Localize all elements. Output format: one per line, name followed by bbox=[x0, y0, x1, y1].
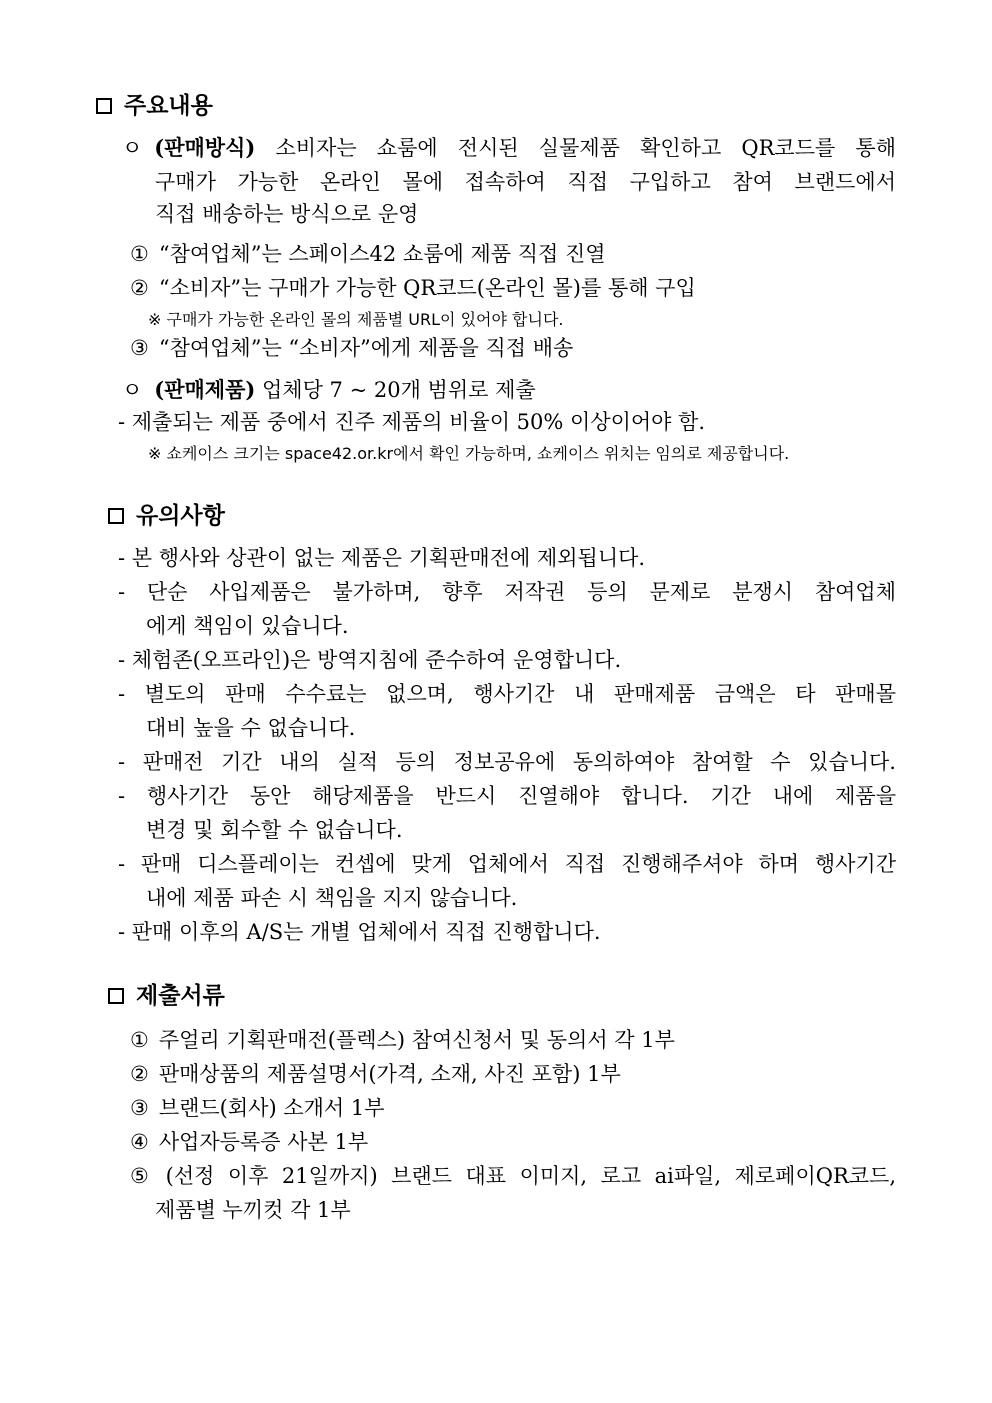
precaution-item: - 단순 사입제품은 불가하며, 향후 저작권 등의 문제로 분쟁시 참여업체 bbox=[118, 580, 896, 604]
section-title: 제출서류 bbox=[136, 982, 225, 1009]
section-heading-main bbox=[96, 92, 213, 120]
product-note: ※ 쇼케이스 크기는 space42.or.kr에서 확인 가능하며, 쇼케이스 위치는 임의로 제공합니다. bbox=[148, 444, 790, 463]
precaution-item: - 별도의 판매 수수료는 없으며, 행사기간 내 판매제품 금액은 타 판매몰 bbox=[118, 682, 896, 706]
document-number: ④ bbox=[130, 1130, 149, 1154]
document-number: ① bbox=[130, 1028, 149, 1052]
product-rule: - 제출되는 제품 중에서 진주 제품의 비율이 50% 이상이어야 함. bbox=[118, 410, 706, 434]
document-item bbox=[130, 1026, 675, 1054]
step-text: “참여업체”는 스페이스42 쇼룸에 제품 직접 진열 bbox=[158, 242, 606, 266]
sales-products-text: 업체당 7 ~ 20개 범위로 제출 bbox=[262, 378, 536, 402]
step-number: ③ bbox=[130, 336, 149, 360]
sales-products-line bbox=[122, 376, 536, 404]
checkbox-square-icon bbox=[108, 508, 124, 524]
step-note: ※ 구매가 가능한 온라인 몰의 제품별 URL이 있어야 합니다. bbox=[148, 310, 564, 329]
step-item bbox=[130, 274, 696, 302]
sales-products-label: (판매제품) bbox=[154, 377, 256, 402]
section-heading-precautions bbox=[108, 502, 225, 530]
document-number: ⑤ bbox=[130, 1164, 156, 1188]
bullet: ㅇ bbox=[122, 378, 143, 402]
document-number: ③ bbox=[130, 1096, 149, 1120]
precaution-item: - 판매전 기간 내의 실적 등의 정보공유에 동의하여야 참여할 수 있습니다. bbox=[118, 750, 896, 774]
document-item bbox=[130, 1060, 621, 1088]
document-text: 사업자등록증 사본 1부 bbox=[158, 1130, 369, 1154]
document-text-continued: 제품별 누끼컷 각 1부 bbox=[155, 1198, 351, 1222]
step-number: ① bbox=[130, 242, 149, 266]
checkbox-square-icon bbox=[108, 988, 124, 1004]
sales-method-line2: 구매가 가능한 온라인 몰에 접속하여 직접 구입하고 참여 브랜드에서 bbox=[155, 170, 896, 194]
precaution-item-continued: 변경 및 회수할 수 없습니다. bbox=[146, 818, 403, 842]
precaution-item-continued: 에게 책임이 있습니다. bbox=[146, 614, 349, 638]
sales-method-line1 bbox=[122, 134, 896, 162]
sales-method-line3: 직접 배송하는 방식으로 운영 bbox=[155, 202, 419, 226]
step-item bbox=[130, 240, 606, 268]
step-text: “참여업체”는 “소비자”에게 제품을 직접 배송 bbox=[158, 336, 574, 360]
sales-method-text: 소비자는 쇼룸에 전시된 실물제품 확인하고 QR코드를 통해 bbox=[275, 136, 896, 160]
document-text: 브랜드(회사) 소개서 1부 bbox=[158, 1096, 385, 1120]
document-number: ② bbox=[130, 1062, 149, 1086]
bullet: ㅇ bbox=[122, 136, 143, 160]
document-item bbox=[130, 1094, 385, 1122]
step-number: ② bbox=[130, 276, 149, 300]
checkbox-square-icon bbox=[96, 98, 112, 114]
document-item bbox=[130, 1128, 368, 1156]
sales-method-label: (판매방식) bbox=[154, 135, 256, 160]
section-heading-documents bbox=[108, 982, 225, 1010]
section-title: 주요내용 bbox=[124, 92, 213, 119]
precaution-item: - 행사기간 동안 해당제품을 반드시 진열해야 합니다. 기간 내에 제품을 bbox=[118, 784, 896, 808]
document-text: (선정 이후 21일까지) 브랜드 대표 이미지, 로고 ai파일, 제로페이QR코드, bbox=[165, 1164, 897, 1188]
precaution-item: - 본 행사와 상관이 없는 제품은 기획판매전에 제외됩니다. bbox=[118, 546, 646, 570]
precaution-item-continued: 대비 높을 수 없습니다. bbox=[146, 716, 356, 740]
section-title: 유의사항 bbox=[136, 502, 225, 529]
step-item bbox=[130, 334, 573, 362]
document-text: 판매상품의 제품설명서(가격, 소재, 사진 포함) 1부 bbox=[158, 1062, 621, 1086]
document-item bbox=[130, 1162, 896, 1190]
precaution-item: - 판매 디스플레이는 컨셉에 맞게 업체에서 직접 진행해주셔야 하며 행사기간 bbox=[118, 852, 896, 876]
document-text: 주얼리 기획판매전(플렉스) 참여신청서 및 동의서 각 1부 bbox=[158, 1028, 675, 1052]
step-text: “소비자”는 구매가 가능한 QR코드(온라인 몰)를 통해 구입 bbox=[158, 276, 696, 300]
precaution-item: - 체험존(오프라인)은 방역지침에 준수하여 운영합니다. bbox=[118, 648, 622, 672]
precaution-item: - 판매 이후의 A/S는 개별 업체에서 직접 진행합니다. bbox=[118, 920, 601, 944]
precaution-item-continued: 내에 제품 파손 시 책임을 지지 않습니다. bbox=[146, 886, 518, 910]
